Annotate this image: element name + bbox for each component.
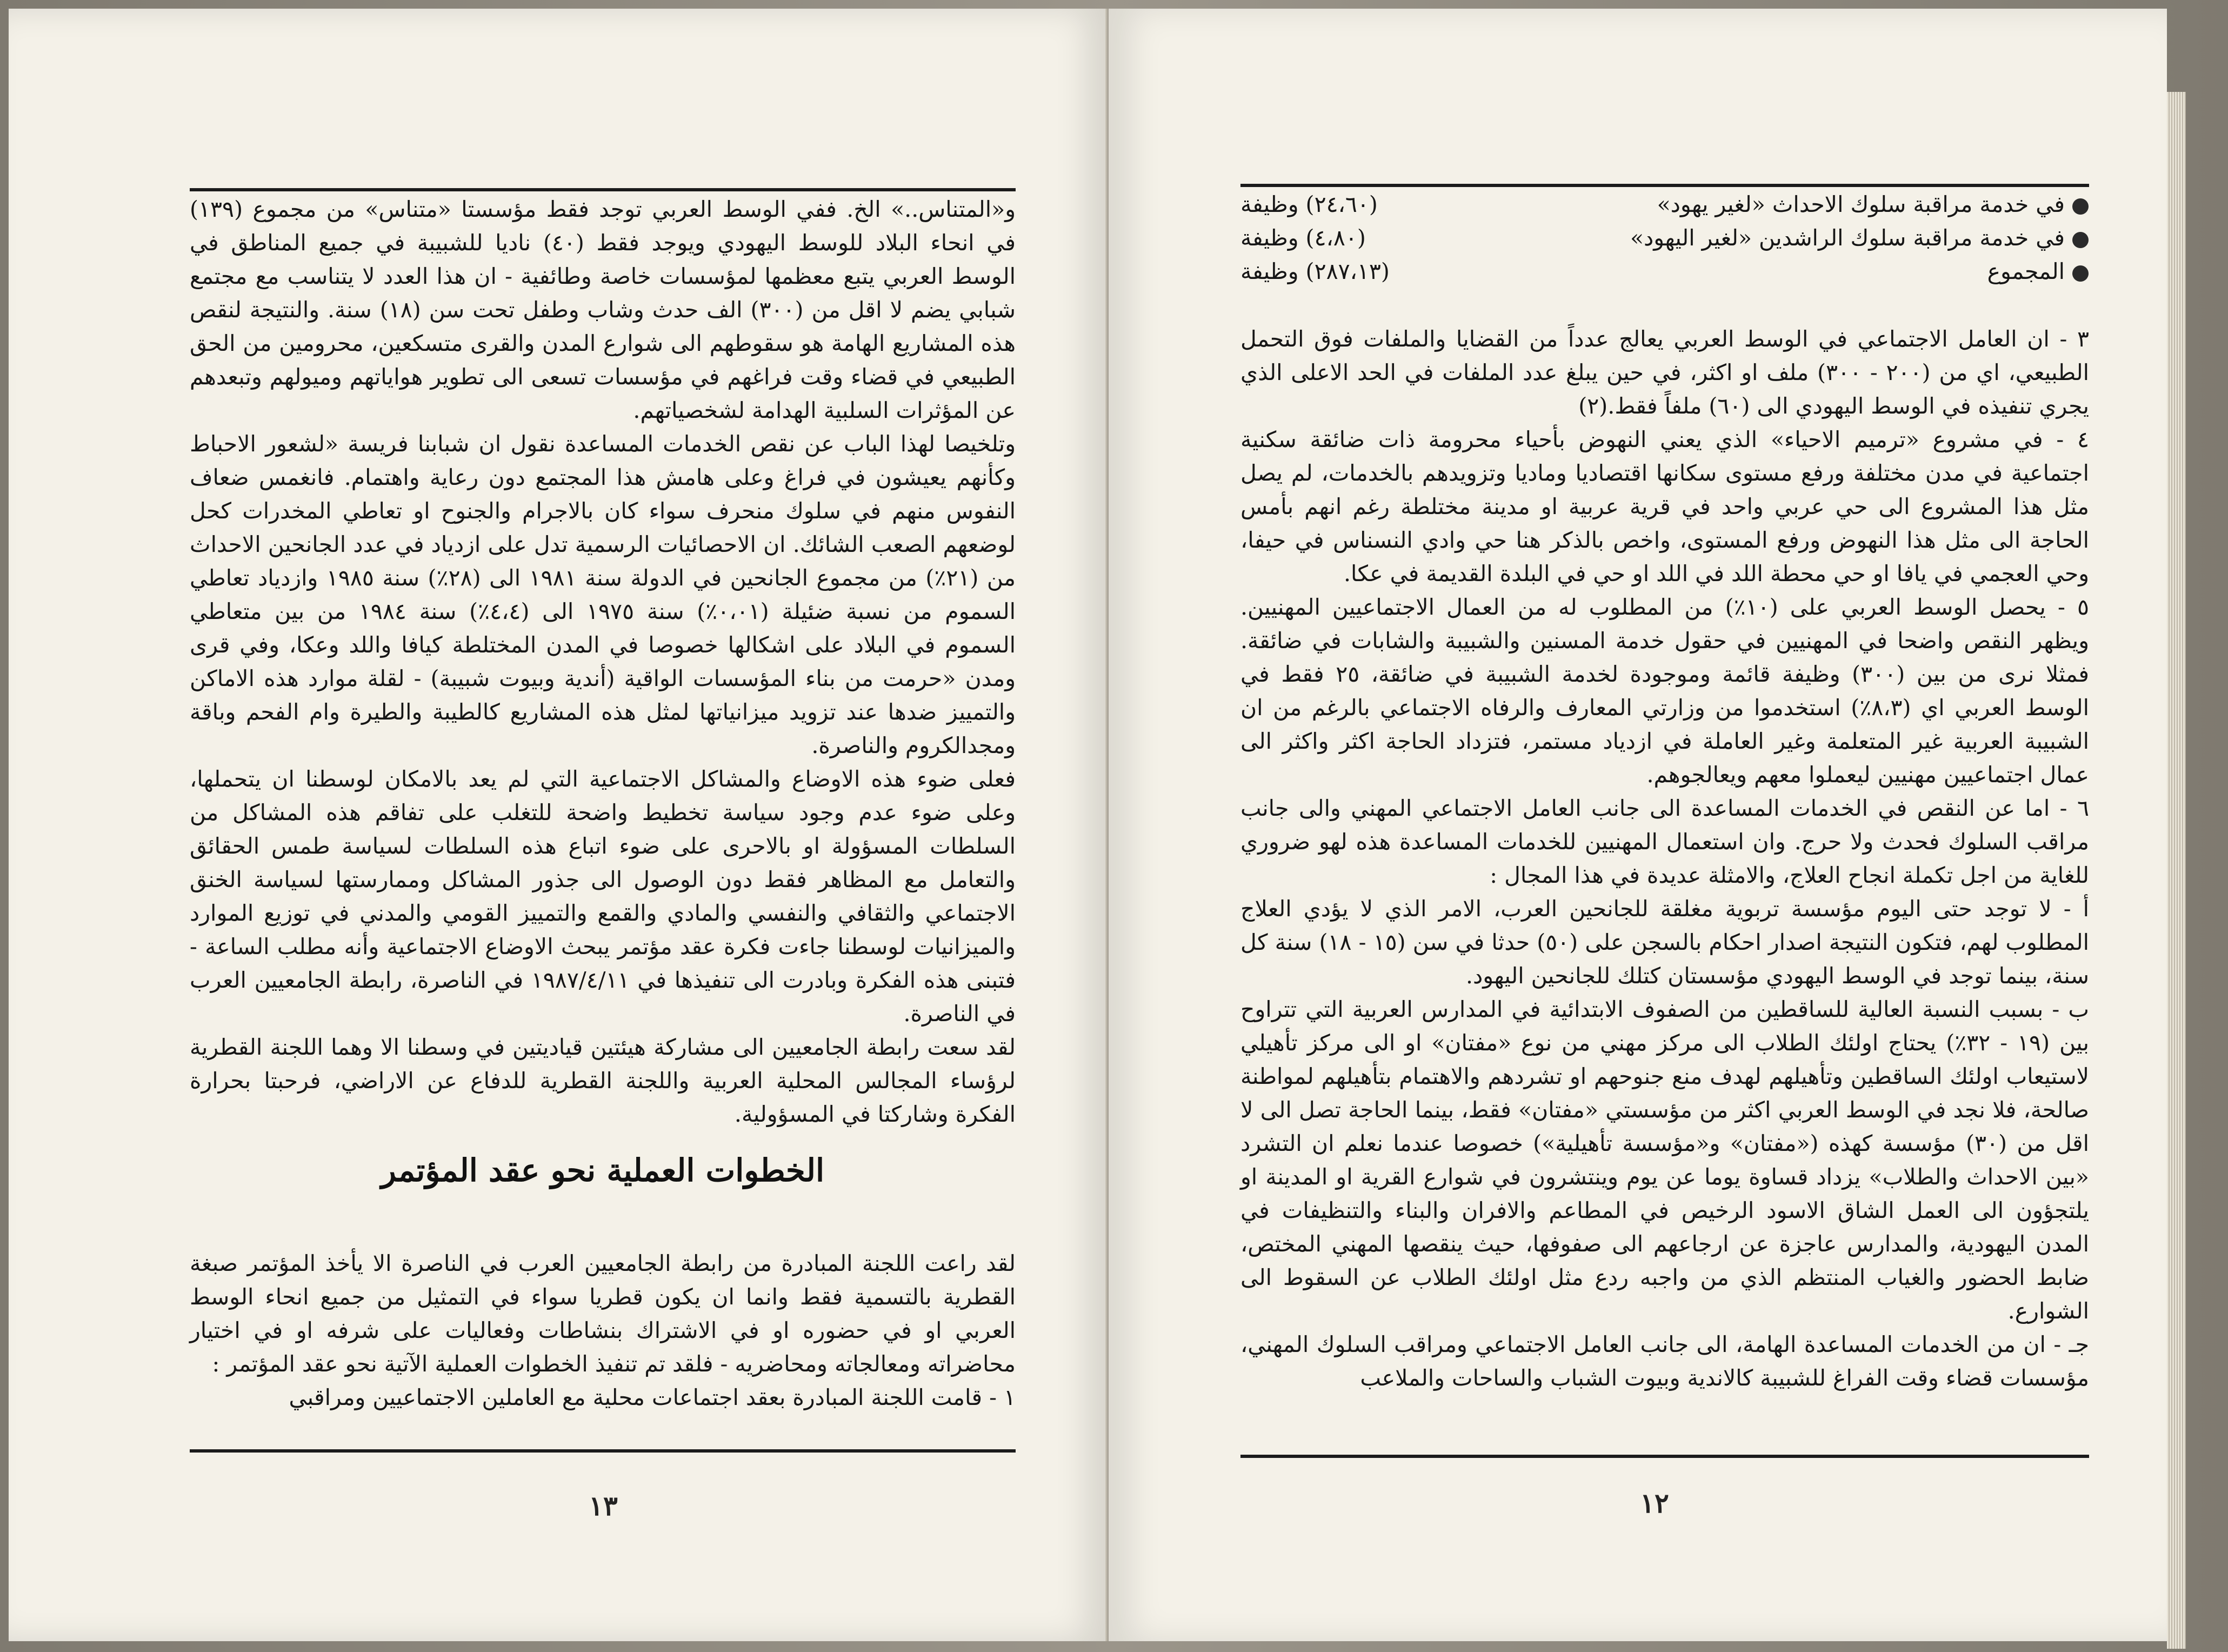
left-page (9, 9, 1109, 1641)
left-body-lower (190, 1247, 1016, 1414)
paragraph: ٥ - يحصل الوسط العربي على (١٠٪) من المطلوب له من العمال الاجتماعيين المهنيين. ويظهر النقص واضحا في المهنيين في حقول خدمة المسنين والشبيبة والشابات في ضائقة. فمثلا نرى من بين (٣٠٠) وظيفة قائمة وموجودة لخدمة الشبيبة في ضائقة، ٢٥ فقط في الوسط العربي اي (٨،٣٪) استخدموا من وزارتي المعارف والرفاه الاجتماعي بالرغم من ان الشبيبة العربية غير المتعلمة وغير العاملة في ازدياد مستمر، فتزداد الحاجة اكثر واكثر الى عمال اجتماعيين مهنيين ليعملوا معهم ويعالجوهم. (1240, 594, 2090, 788)
left-body-upper (190, 192, 1016, 1131)
paragraph: ٦ - اما عن النقص في الخدمات المساعدة الى جانب العامل الاجتماعي المهني والى جانب مراقب السلوك فحدث ولا حرج. وان استعمال المهنيين للخدمات المساعدة هذه لهو ضروري للغاية من اجل تكملة انجاح العلاج، والامثلة عديدة في هذا المجال : (1240, 795, 2089, 888)
bottom-rule (190, 1449, 1016, 1453)
paragraph: فعلى ضوء هذه الاوضاع والمشاكل الاجتماعية التي لم يعد بالامكان لوسطنا ان يتحملها، وعلى ضوء عدم وجود سياسة تخطيط واضحة للتغلب على تفاقم هذه المشاكل من السلطات المسؤولة او بالاحرى على ضوء اتباع هذه السلطات لسياسة طمس الحقائق والتعامل مع المظاهر فقط دون الوصول الى جذور المشاكل وممارستها لسياسة الخنق الاجتماعي والثقافي والنفسي والمادي والقمع والتمييز القومي والمدني في توزيع الموارد والميزانيات لوسطنا جاءت فكرة عقد مؤتمر يبحث الاوضاع الاجتماعية وأنه مطلب الساعة - فتبنى هذه الفكرة وبادرت الى تنفيذها في ١٩٨٧/٤/١١ في الناصرة، رابطة الجامعيين العرب في الناصرة. (190, 766, 1016, 1027)
paragraph: ب - بسبب النسبة العالية للساقطين من الصفوف الابتدائية في المدارس العربية التي تتراوح بين (١٩ - ٣٢٪) يحتاج اولئك الطلاب الى مركز مهني من نوع «مفتان» او الى مركز تأهيلي لاستيعاب اولئك الساقطين وتأهيلهم لهدف منع جنوحهم او تشردهم والاهتمام بتأهيلهم لمواطنة صالحة، فلا نجد في الوسط العربي اكثر من مؤسستي «مفتان» فقط، بينما الحاجة تصل الى لا اقل من (٣٠) مؤسسة كهذه («مفتان» و«مؤسسة تأهيلية») خصوصا عندما نعلم ان التشرد «بين الاحداث والطلاب» يزداد قساوة يوما عن يوم وينتشرون في شوارع القرية او المدينة او يلتجؤون الى العمل الشاق الاسود الرخيص في المطاعم والافران والبناء والتنظيفات في المدن اليهودية، والمدارس عاجزة عن ارجاعهم الى صفوفها، حيث ينقصها المهني المختص، ضابط الحضور والغياب المنتظم الذي من واجبه ردع مثل اولئك الطلاب عن السقوط الى الشوارع. (1240, 996, 2089, 1324)
paragraph: لقد راعت اللجنة المبادرة من رابطة الجامعيين العرب في الناصرة الا يأخذ المؤتمر صبغة القطرية بالتسمية فقط وانما ان يكون قطريا سواء في التمثيل من جميع انحاء الوسط العربي او في حضوره او في الاشتراك بنشاطات وفعاليات على شرفه او في اختيار محاضراته ومعالجاته ومحاضريه - فلقد تم تنفيذ الخطوات العملية الآتية نحو عقد المؤتمر : (190, 1250, 1016, 1377)
bullet-icon (2072, 265, 2089, 282)
bullet-icon (2072, 232, 2089, 248)
section-heading: الخطوات العملية نحو عقد المؤتمر (381, 1152, 825, 1189)
right-page (1109, 9, 2167, 1641)
top-rule (1240, 184, 2089, 187)
bottom-rule (1240, 1455, 2089, 1458)
stat-label: في خدمة مراقبة سلوك الاحداث «لغير يهود» (1657, 191, 2065, 217)
paragraph: ٤ - في مشروع «ترميم الاحياء» الذي يعني النهوض بأحياء محرومة ذات ضائقة سكنية اجتماعية في مدن مختلفة ورفع مستوى سكانها اقتصاديا وماديا وتزويدهم بالخدمات، لم يصل مثل هذا المشروع الى حي عربي واحد في قرية عربية او مدينة مختلطة رغم انهم بأمس الحاجة الى مثل هذا النهوض ورفع المستوى، واخص بالذكر هنا حي وادي النسناس في حيفا، وحي العجمي في يافا او حي محطة اللد في اللد او حي في البلدة القديمة في عكا. (1240, 427, 2089, 587)
right-body (1240, 322, 2089, 1395)
paragraph: ١ - قامت اللجنة المبادرة بعقد اجتماعات محلية مع العاملين الاجتماعيين ومراقبي (289, 1384, 1016, 1410)
stat-label: المجموع (1987, 258, 2065, 284)
stat-row (1630, 225, 2089, 251)
stat-row (1657, 191, 2089, 217)
bullet-icon (2072, 198, 2089, 215)
stat-value: (٤،٨٠) وظيفة (1240, 225, 1366, 251)
top-rule (190, 188, 1016, 191)
page-number: ١٣ (589, 1490, 618, 1522)
page-number: ١٢ (1640, 1487, 1669, 1519)
stat-row (1987, 258, 2089, 284)
paragraph: لقد سعت رابطة الجامعيين الى مشاركة هيئتين قياديتين في وسطنا الا وهما اللجنة القطرية لرؤساء المجالس المحلية العربية واللجنة القطرية للدفاع عن الاراضي، فرحبتا بحرارة الفكرة وشاركتا في المسؤولية. (190, 1034, 1016, 1127)
stat-label: في خدمة مراقبة سلوك الراشدين «لغير اليهود» (1630, 225, 2065, 251)
paragraph: وتلخيصا لهذا الباب عن نقص الخدمات المساعدة نقول ان شبابنا فريسة «لشعور الاحباط وكأنهم يعيشون في فراغ وعلى هامش هذا المجتمع دون رعاية واهتمام. فانغمس ضعاف النفوس منهم في سلوك منحرف سواء كان بالاجرام والجنوح او تعاطي المخدرات كحل لوضعهم الصعب الشائك. ان الاحصائيات الرسمية تدل على ازدياد في عدد الجانحين الاحداث من (٢١٪) من مجموع الجانحين في الدولة سنة ١٩٨١ الى (٢٨٪) سنة ١٩٨٥ وازدياد تعاطي السموم من نسبة ضئيلة (٠،٠١٪) سنة ١٩٧٥ الى (٤،٤٪) سنة ١٩٨٤ من بين متعاطي السموم في البلاد على اشكالها خصوصا في المدن المختلطة كيافا واللد وعكا، وفي قرى ومدن «حرمت من بناء المؤسسات الواقية (أندية وبيوت شبيبة) - لقلة موارد هذه الاماكن والتمييز ضدها عند تزويد ميزانياتها لمثل هذه المشاريع كالطيبة والطيرة وام الفحم وباقة ومجدالكروم والناصرة. (190, 431, 1016, 758)
paragraph: جـ - ان من الخدمات المساعدة الهامة، الى جانب العامل الاجتماعي ومراقب السلوك المهني، مؤسسات قضاء وقت الفراغ للشبيبة كالاندية وبيوت الشباب والساحات والملاعب (1240, 1331, 2089, 1391)
page-edges (2167, 92, 2186, 1649)
paragraph: ٣ - ان العامل الاجتماعي في الوسط العربي يعالج عدداً من القضايا والملفات فوق التحمل الطبيعي، اي من (٢٠٠ - ٣٠٠) ملف او اكثر، في حين يبلغ عدد الملفات في الحد الاعلى الذي يجري تنفيذه في الوسط اليهودي الى (٦٠) ملفاً فقط.(٢) (1240, 326, 2089, 419)
stat-value: (٢٤،٦٠) وظيفة (1240, 191, 1378, 217)
paragraph: أ - لا توجد حتى اليوم مؤسسة تربوية مغلقة للجانحين العرب، الامر الذي لا يؤدي العلاج المطلوب لهم، فتكون النتيجة اصدار احكام بالسجن على (٥٠) حدثا في سن (١٥ - ١٨) سنة كل سنة، بينما توجد في الوسط اليهودي مؤسستان كتلك للجانحين اليهود. (1240, 896, 2090, 989)
stat-value: (٢٨٧،١٣) وظيفة (1240, 258, 1390, 284)
paragraph: و«المتناس..» الخ. ففي الوسط العربي توجد فقط مؤسستا «متناس» من مجموع (١٣٩) في انحاء البلاد للوسط اليهودي ويوجد فقط (٤٠) ناديا للشبيبة في جميع المناطق في الوسط العربي يتبع معظمها لمؤسسات خاصة وطائفية - ان هذا العدد لا يتناسب مع مجتمع شبابي يضم لا اقل من (٣٠٠) الف حدث وشاب وطفل تحت سن (١٨) سنة. والنتيجة لنقص هذه المشاريع الهامة هو سقوطهم الى شوارع المدن والقرى متسكعين، محرومين من الحق الطبيعي في قضاء وقت فراغهم في مؤسسات تسعى الى تطوير هواياتهم وميولهم وتبعدهم عن المؤثرات السلبية الهدامة لشخصياتهم. (190, 196, 1016, 423)
